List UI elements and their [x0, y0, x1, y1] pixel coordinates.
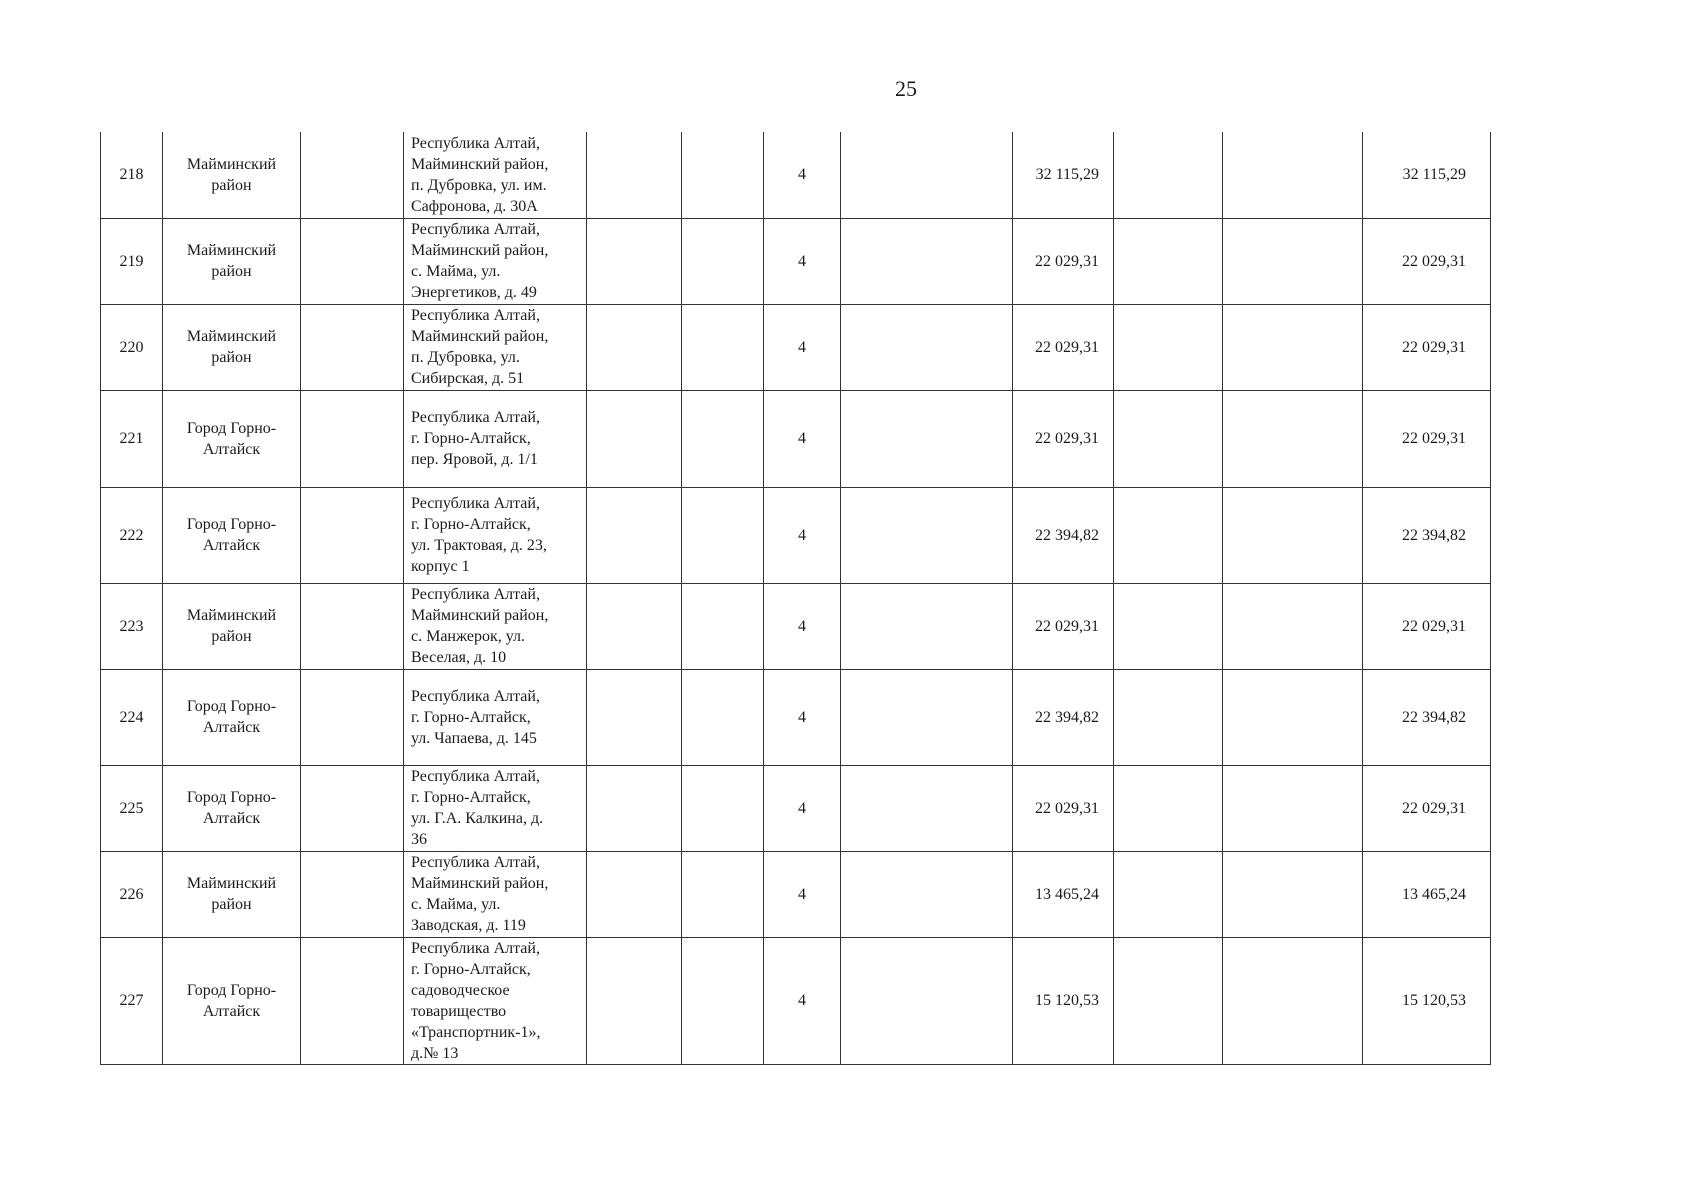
empty-cell [1114, 669, 1223, 765]
amount-cell: 22 029,31 [1013, 765, 1114, 851]
total-cell: 13 465,24 [1363, 851, 1491, 937]
table-row [101, 218, 1491, 304]
table-row [101, 669, 1491, 765]
empty-cell [1114, 218, 1223, 304]
empty-cell [301, 583, 404, 669]
empty-cell [682, 765, 764, 851]
table-row [101, 132, 1491, 218]
amount-cell: 15 120,53 [1013, 937, 1114, 1064]
row-number: 223 [101, 583, 163, 669]
row-number: 218 [101, 132, 163, 218]
district-cell: Город Горно- Алтайск [163, 487, 301, 583]
empty-cell [841, 937, 1013, 1064]
table-row [101, 765, 1491, 851]
total-cell: 22 029,31 [1363, 390, 1491, 487]
amount-cell: 22 394,82 [1013, 669, 1114, 765]
empty-cell [682, 304, 764, 390]
quantity-cell: 4 [764, 765, 841, 851]
empty-cell [587, 218, 682, 304]
row-number: 219 [101, 218, 163, 304]
empty-cell [682, 132, 764, 218]
quantity-cell: 4 [764, 487, 841, 583]
empty-cell [841, 765, 1013, 851]
empty-cell [1114, 132, 1223, 218]
address-cell: Республика Алтай, г. Горно-Алтайск, ул. Чапаева, д. 145 [404, 669, 587, 765]
amount-cell: 22 029,31 [1013, 583, 1114, 669]
district-cell: Город Горно- Алтайск [163, 937, 301, 1064]
empty-cell [1114, 583, 1223, 669]
address-cell: Республика Алтай, Майминский район, п. Дубровка, ул. Сибирская, д. 51 [404, 304, 587, 390]
empty-cell [1223, 765, 1363, 851]
empty-cell [841, 851, 1013, 937]
empty-cell [841, 304, 1013, 390]
empty-cell [1223, 390, 1363, 487]
amount-cell: 22 029,31 [1013, 304, 1114, 390]
amount-cell: 22 029,31 [1013, 218, 1114, 304]
quantity-cell: 4 [764, 390, 841, 487]
district-cell: Майминский район [163, 583, 301, 669]
quantity-cell: 4 [764, 218, 841, 304]
district-cell: Майминский район [163, 304, 301, 390]
empty-cell [682, 390, 764, 487]
total-cell: 22 394,82 [1363, 487, 1491, 583]
address-cell: Республика Алтай, г. Горно-Алтайск, ул. Трактовая, д. 23, корпус 1 [404, 487, 587, 583]
empty-cell [587, 132, 682, 218]
empty-cell [1223, 937, 1363, 1064]
empty-cell [682, 583, 764, 669]
empty-cell [1223, 218, 1363, 304]
total-cell: 15 120,53 [1363, 937, 1491, 1064]
table-row [101, 487, 1491, 583]
empty-cell [301, 390, 404, 487]
amount-cell: 22 394,82 [1013, 487, 1114, 583]
total-cell: 22 394,82 [1363, 669, 1491, 765]
empty-cell [1114, 487, 1223, 583]
empty-cell [1223, 669, 1363, 765]
row-number: 220 [101, 304, 163, 390]
empty-cell [587, 583, 682, 669]
empty-cell [1223, 304, 1363, 390]
total-cell: 22 029,31 [1363, 583, 1491, 669]
empty-cell [682, 851, 764, 937]
empty-cell [587, 669, 682, 765]
row-number: 226 [101, 851, 163, 937]
empty-cell [1114, 851, 1223, 937]
address-cell: Республика Алтай, Майминский район, п. Дубровка, ул. им. Сафронова, д. 30А [404, 132, 587, 218]
empty-cell [841, 487, 1013, 583]
total-cell: 32 115,29 [1363, 132, 1491, 218]
amount-cell: 13 465,24 [1013, 851, 1114, 937]
empty-cell [301, 851, 404, 937]
table-row [101, 851, 1491, 937]
empty-cell [841, 218, 1013, 304]
district-cell: Майминский район [163, 132, 301, 218]
empty-cell [682, 669, 764, 765]
empty-cell [682, 218, 764, 304]
row-number: 222 [101, 487, 163, 583]
quantity-cell: 4 [764, 937, 841, 1064]
empty-cell [587, 304, 682, 390]
total-cell: 22 029,31 [1363, 218, 1491, 304]
empty-cell [587, 851, 682, 937]
empty-cell [841, 669, 1013, 765]
empty-cell [587, 937, 682, 1064]
row-number: 224 [101, 669, 163, 765]
amount-cell: 32 115,29 [1013, 132, 1114, 218]
empty-cell [841, 390, 1013, 487]
empty-cell [301, 765, 404, 851]
empty-cell [301, 304, 404, 390]
empty-cell [301, 937, 404, 1064]
empty-cell [682, 937, 764, 1064]
row-number: 227 [101, 937, 163, 1064]
quantity-cell: 4 [764, 132, 841, 218]
empty-cell [1114, 390, 1223, 487]
quantity-cell: 4 [764, 304, 841, 390]
row-number: 221 [101, 390, 163, 487]
address-cell: Республика Алтай, г. Горно-Алтайск, садоводческое товарищество «Транспортник-1», д.№ 13 [404, 937, 587, 1064]
district-cell: Майминский район [163, 851, 301, 937]
empty-cell [1114, 765, 1223, 851]
address-cell: Республика Алтай, Майминский район, с. Майма, ул. Энергетиков, д. 49 [404, 218, 587, 304]
empty-cell [1223, 487, 1363, 583]
empty-cell [1223, 583, 1363, 669]
empty-cell [301, 669, 404, 765]
district-cell: Город Горно- Алтайск [163, 765, 301, 851]
district-cell: Город Горно- Алтайск [163, 669, 301, 765]
address-cell: Республика Алтай, Майминский район, с. Майма, ул. Заводская, д. 119 [404, 851, 587, 937]
empty-cell [841, 132, 1013, 218]
empty-cell [682, 487, 764, 583]
empty-cell [841, 583, 1013, 669]
table-row [101, 583, 1491, 669]
amount-cell: 22 029,31 [1013, 390, 1114, 487]
total-cell: 22 029,31 [1363, 765, 1491, 851]
total-cell: 22 029,31 [1363, 304, 1491, 390]
address-cell: Республика Алтай, г. Горно-Алтайск, ул. Г.А. Калкина, д. 36 [404, 765, 587, 851]
quantity-cell: 4 [764, 583, 841, 669]
district-cell: Город Горно- Алтайск [163, 390, 301, 487]
quantity-cell: 4 [764, 669, 841, 765]
page-number: 25 [895, 76, 917, 101]
quantity-cell: 4 [764, 851, 841, 937]
empty-cell [1114, 304, 1223, 390]
empty-cell [587, 390, 682, 487]
district-cell: Майминский район [163, 218, 301, 304]
register-table [100, 132, 1491, 1065]
empty-cell [1223, 132, 1363, 218]
empty-cell [1223, 851, 1363, 937]
empty-cell [301, 132, 404, 218]
row-number: 225 [101, 765, 163, 851]
empty-cell [301, 487, 404, 583]
empty-cell [587, 765, 682, 851]
empty-cell [587, 487, 682, 583]
empty-cell [301, 218, 404, 304]
empty-cell [1114, 937, 1223, 1064]
table-row [101, 937, 1491, 1064]
table-row [101, 390, 1491, 487]
address-cell: Республика Алтай, Майминский район, с. Манжерок, ул. Веселая, д. 10 [404, 583, 587, 669]
table-body [101, 132, 1491, 1064]
table-row [101, 304, 1491, 390]
address-cell: Республика Алтай, г. Горно-Алтайск, пер. Яровой, д. 1/1 [404, 390, 587, 487]
